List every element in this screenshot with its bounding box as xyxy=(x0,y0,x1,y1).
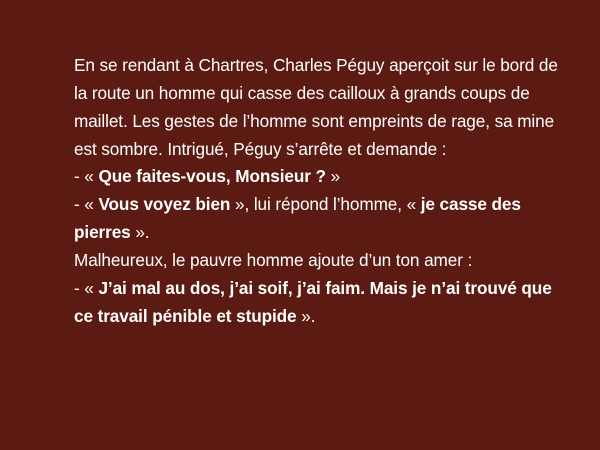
text-run: En se rendant à Chartres, Charles Péguy aperçoit sur le bord de la route un homme qui casse des cailloux à grands coups de maillet. Les gestes de l’homme sont empreints de rage, sa mine est sombre. Intrigué, Péguy s’arrête et demande : xyxy=(74,55,558,159)
text-run: - « xyxy=(74,277,99,298)
text-run: - « xyxy=(74,166,99,187)
text-run: Malheureux, le pauvre homme ajoute d’un ton amer : xyxy=(74,250,473,271)
story-text-block xyxy=(74,52,560,331)
text-run: ». xyxy=(130,222,150,243)
text-run: Que faites-vous, Monsieur ? xyxy=(98,166,326,187)
text-run: », lui répond l’homme, « xyxy=(230,194,421,215)
text-run: - « xyxy=(74,194,99,215)
text-run: je casse des pierres xyxy=(74,194,521,243)
paragraph-narration-bridge xyxy=(74,247,560,275)
text-run: » xyxy=(325,166,341,187)
paragraph-dialogue-question xyxy=(74,163,560,191)
paragraph-dialogue-complaint xyxy=(74,275,560,331)
text-run: ». xyxy=(296,305,316,326)
text-run: Vous voyez bien xyxy=(98,194,231,215)
paragraph-dialogue-answer xyxy=(74,191,560,247)
paragraph-narration-intro xyxy=(74,52,560,163)
text-run: J’ai mal au dos, j’ai soif, j’ai faim. Mais je n’ai trouvé que ce travail pénible et stupide xyxy=(74,277,552,326)
